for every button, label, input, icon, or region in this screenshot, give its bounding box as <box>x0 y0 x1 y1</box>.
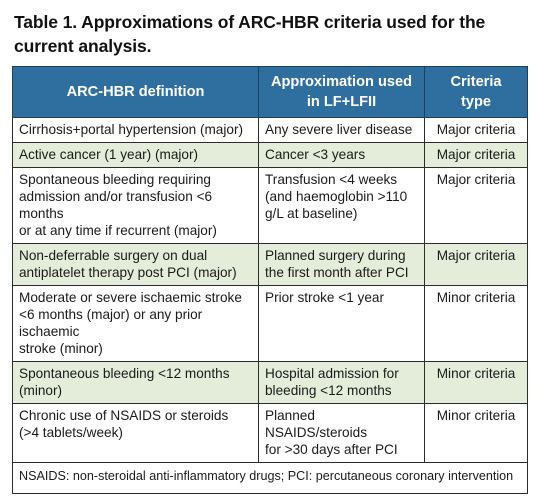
cell-criteria-type: Major criteria <box>425 168 528 244</box>
cell-approximation: Planned NSAIDS/steroids for >30 days after PCI <box>259 404 425 463</box>
cell-criteria-type: Minor criteria <box>425 286 528 362</box>
cell-approximation: Cancer <3 years <box>259 143 425 168</box>
criteria-table <box>12 66 528 494</box>
table-row <box>13 286 528 362</box>
table-row <box>13 244 528 286</box>
header-criteria-type: Criteria type <box>425 67 528 118</box>
cell-approximation: Transfusion <4 weeks (and haemoglobin >110 g/L at baseline) <box>259 168 425 244</box>
cell-approximation: Planned surgery during the first month after PCI <box>259 244 425 286</box>
cell-definition: Active cancer (1 year) (major) <box>13 143 259 168</box>
cell-criteria-type: Major criteria <box>425 118 528 143</box>
cell-definition: Non-deferrable surgery on dual antiplatelet therapy post PCI (major) <box>13 244 259 286</box>
cell-definition: Chronic use of NSAIDS or steroids (>4 tablets/week) <box>13 404 259 463</box>
header-approximation: Approximation used in LF+LFII <box>259 67 425 118</box>
table-footnote-row <box>13 463 528 494</box>
table-row <box>13 362 528 404</box>
cell-criteria-type: Minor criteria <box>425 362 528 404</box>
header-arc-hbr-definition: ARC-HBR definition <box>13 67 259 118</box>
cell-approximation: Any severe liver disease <box>259 118 425 143</box>
table-row <box>13 404 528 463</box>
table-caption: Table 1. Approximations of ARC-HBR criteria used for the current analysis. <box>14 12 486 56</box>
table-row <box>13 168 528 244</box>
cell-approximation: Prior stroke <1 year <box>259 286 425 362</box>
cell-criteria-type: Major criteria <box>425 143 528 168</box>
cell-approximation: Hospital admission for bleeding <12 months <box>259 362 425 404</box>
table-header-row <box>13 67 528 118</box>
cell-definition: Moderate or severe ischaemic stroke <6 months (major) or any prior ischaemic stroke (minor) <box>13 286 259 362</box>
table-footnote: NSAIDS: non-steroidal anti-inflammatory drugs; PCI: percutaneous coronary intervention <box>13 463 528 494</box>
cell-definition: Spontaneous bleeding <12 months (minor) <box>13 362 259 404</box>
cell-definition: Spontaneous bleeding requiring admission and/or transfusion <6 months or at any time if recurrent (major) <box>13 168 259 244</box>
cell-definition: Cirrhosis+portal hypertension (major) <box>13 118 259 143</box>
cell-criteria-type: Major criteria <box>425 244 528 286</box>
table-row <box>13 143 528 168</box>
cell-criteria-type: Minor criteria <box>425 404 528 463</box>
table-row <box>13 118 528 143</box>
